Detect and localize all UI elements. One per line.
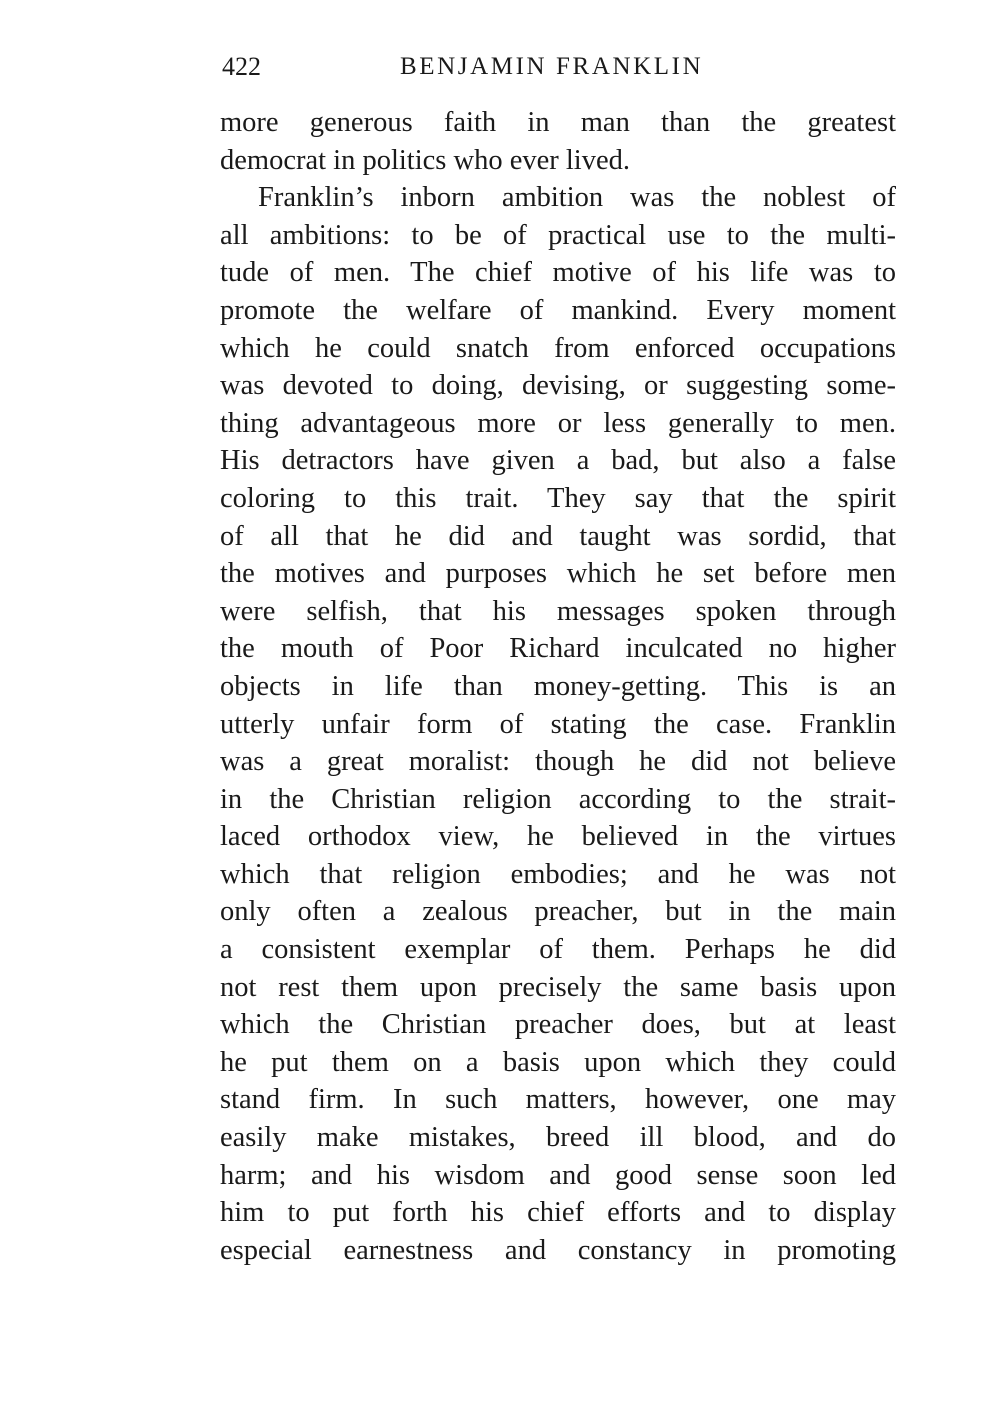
text-line: utterly unfair form of stating the case. Franklin bbox=[220, 708, 896, 740]
text-line: were selfish, that his messages spoken through bbox=[220, 595, 896, 627]
text-line: His detractors have given a bad, but also a false bbox=[220, 445, 896, 477]
text-line: easily make mistakes, breed ill blood, and do bbox=[220, 1122, 896, 1154]
text-line: he put them on a basis upon which they could bbox=[220, 1046, 896, 1078]
text-line: which the Christian preacher does, but at least bbox=[220, 1009, 896, 1041]
text-line: tude of men. The chief motive of his life was to bbox=[220, 257, 896, 289]
text-line: him to put forth his chief efforts and to display bbox=[220, 1197, 896, 1229]
paragraph-first-line: Franklin’s inborn ambition was the noblest of bbox=[258, 182, 896, 214]
text-line: laced orthodox view, he believed in the virtues bbox=[220, 821, 896, 853]
text-line: all ambitions: to be of practical use to the multi- bbox=[220, 219, 896, 251]
text-line: promote the welfare of mankind. Every moment bbox=[220, 294, 896, 326]
text-line: democrat in politics who ever lived. bbox=[220, 144, 630, 176]
text-line: objects in life than money-getting. This is an bbox=[220, 670, 896, 702]
text-line: the motives and purposes which he set before men bbox=[220, 558, 896, 590]
text-line: was a great moralist: though he did not believe bbox=[220, 746, 896, 778]
text-line: coloring to this trait. They say that the spirit bbox=[220, 482, 896, 514]
text-line: in the Christian religion according to the strait- bbox=[220, 783, 896, 815]
text-line: the mouth of Poor Richard inculcated no higher bbox=[220, 633, 896, 665]
text-line: was devoted to doing, devising, or suggesting some- bbox=[220, 370, 896, 402]
text-line: especial earnestness and constancy in promoting bbox=[220, 1234, 896, 1266]
page-number: 422 bbox=[222, 52, 261, 81]
text-line: not rest them upon precisely the same basis upon bbox=[220, 971, 896, 1003]
text-line: which he could snatch from enforced occupations bbox=[220, 332, 896, 364]
text-line: thing advantageous more or less generally to men. bbox=[220, 407, 896, 439]
running-head bbox=[222, 50, 715, 84]
text-line: harm; and his wisdom and good sense soon led bbox=[220, 1159, 896, 1191]
text-line: a consistent exemplar of them. Perhaps he did bbox=[220, 934, 896, 966]
text-line: which that religion embodies; and he was not bbox=[220, 858, 896, 890]
body-text bbox=[220, 104, 896, 1269]
text-line: stand firm. In such matters, however, one may bbox=[220, 1084, 896, 1116]
text-line: only often a zealous preacher, but in the main bbox=[220, 896, 896, 928]
text-line: more generous faith in man than the greatest bbox=[220, 107, 896, 138]
text-line: of all that he did and taught was sordid, that bbox=[220, 520, 896, 552]
book-title: BENJAMIN FRANKLIN bbox=[400, 53, 704, 80]
